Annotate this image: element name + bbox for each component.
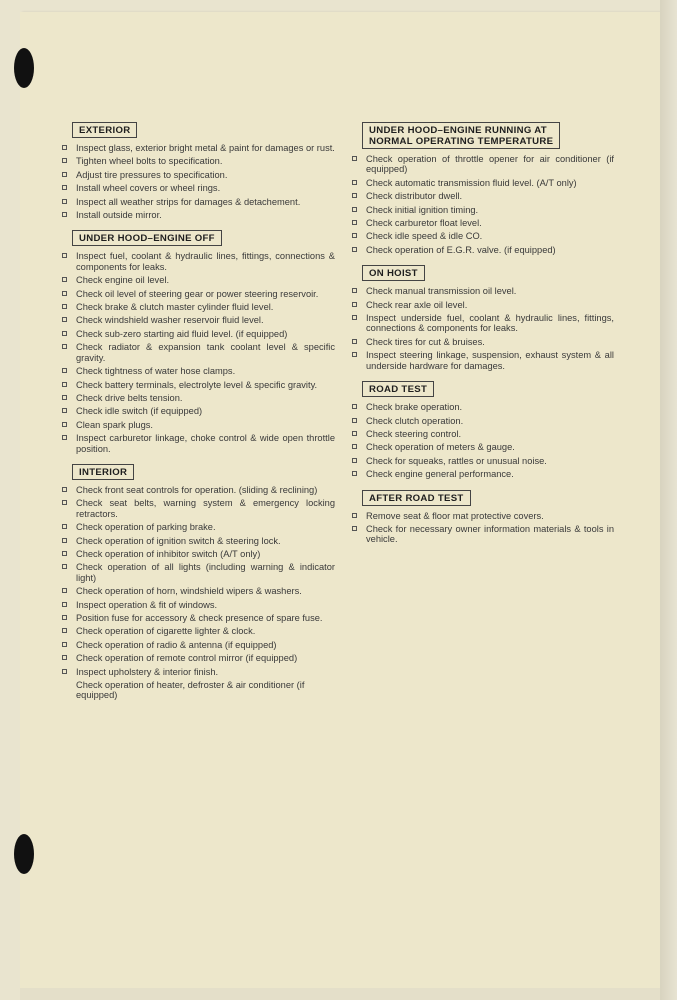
section-heading: INTERIOR (72, 464, 134, 480)
checkbox-icon[interactable] (352, 513, 357, 518)
left-column (62, 122, 335, 711)
checklist-item: Inspect underside fuel, coolant & hydraulic lines, fittings, connections & components for leaks. (352, 313, 614, 334)
checklist-item: Check operation of throttle opener for air conditioner (if equipped) (352, 154, 614, 175)
checkbox-icon[interactable] (62, 487, 67, 492)
checklist-item: Inspect operation & fit of windows. (62, 600, 335, 610)
checkbox-icon[interactable] (62, 395, 67, 400)
section-after-road-test (352, 490, 614, 545)
checkbox-icon[interactable] (352, 471, 357, 476)
checklist-item: Clean spark plugs. (62, 420, 335, 430)
checklist-item: Check idle speed & idle CO. (352, 231, 614, 241)
checklist-item: Check distributor dwell. (352, 191, 614, 201)
checklist-item: Check operation of all lights (including warning & indicator light) (62, 562, 335, 583)
checklist-item: Check for squeaks, rattles or unusual noise. (352, 456, 614, 466)
section-heading (362, 122, 560, 149)
checkbox-icon[interactable] (62, 277, 67, 282)
checklist-item: Check initial ignition timing. (352, 205, 614, 215)
checkbox-icon[interactable] (352, 444, 357, 449)
checklist-item: Check idle switch (if equipped) (62, 406, 335, 416)
checklist-item: Inspect glass, exterior bright metal & paint for damages or rust. (62, 143, 335, 153)
checkbox-icon[interactable] (352, 458, 357, 463)
heading-line: UNDER HOOD–ENGINE RUNNING AT (369, 125, 547, 136)
checklist-item: Position fuse for accessory & check presence of spare fuse. (62, 613, 335, 623)
checklist-item: Install outside mirror. (62, 210, 335, 220)
checklist-item: Check manual transmission oil level. (352, 286, 614, 296)
checklist-item: Check tires for cut & bruises. (352, 337, 614, 347)
checklist-item: Check operation of inhibitor switch (A/T only) (62, 549, 335, 559)
checkbox-icon[interactable] (62, 291, 67, 296)
checklist-item: Check engine general performance. (352, 469, 614, 479)
checkbox-icon[interactable] (352, 431, 357, 436)
checkbox-icon[interactable] (62, 615, 67, 620)
checklist-item: Check drive belts tension. (62, 393, 335, 403)
checklist-item: Inspect fuel, coolant & hydraulic lines, fittings, connections & components for leaks. (62, 251, 335, 272)
section-on-hoist (352, 265, 614, 371)
checkbox-icon[interactable] (352, 180, 357, 185)
checkbox-icon[interactable] (62, 588, 67, 593)
checkbox-icon[interactable] (352, 302, 357, 307)
checklist-item: Check rear axle oil level. (352, 300, 614, 310)
section-heading: AFTER ROAD TEST (362, 490, 471, 506)
checkbox-icon[interactable] (352, 526, 357, 531)
checkbox-icon[interactable] (62, 422, 67, 427)
checkbox-icon[interactable] (62, 382, 67, 387)
checkbox-icon[interactable] (352, 220, 357, 225)
checklist-item: Check clutch operation. (352, 416, 614, 426)
section-heading: ON HOIST (362, 265, 425, 281)
checklist-item: Check automatic transmission fluid level. (A/T only) (352, 178, 614, 188)
checkbox-icon[interactable] (62, 331, 67, 336)
section-exterior (62, 122, 335, 220)
checklist-item: Check front seat controls for operation. (sliding & reclining) (62, 485, 335, 495)
checklist-item: Check operation of parking brake. (62, 522, 335, 532)
checkbox-icon[interactable] (352, 193, 357, 198)
checkbox-icon[interactable] (62, 317, 67, 322)
checkbox-icon[interactable] (352, 418, 357, 423)
checklist-item: Inspect steering linkage, suspension, exhaust system & all underside hardware for damages. (352, 350, 614, 371)
section-heading: EXTERIOR (72, 122, 137, 138)
checklist-item: Check operation of ignition switch & steering lock. (62, 536, 335, 546)
checkbox-icon[interactable] (62, 172, 67, 177)
checkbox-icon[interactable] (62, 602, 67, 607)
page-edge (660, 0, 677, 1000)
checklist-item: Check sub-zero starting aid fluid level. (if equipped) (62, 329, 335, 339)
checklist-item: Check brake operation. (352, 402, 614, 412)
checklist-item: Check operation of horn, windshield wipers & washers. (62, 586, 335, 596)
checkbox-icon[interactable] (62, 304, 67, 309)
checkbox-icon[interactable] (352, 156, 357, 161)
binder-hole-bottom (14, 834, 34, 874)
checkbox-icon[interactable] (62, 199, 67, 204)
checkbox-icon[interactable] (62, 408, 67, 413)
page-bottom-edge (20, 988, 660, 1000)
checkbox-icon[interactable] (62, 435, 67, 440)
checkbox-icon[interactable] (352, 233, 357, 238)
checkbox-icon[interactable] (352, 207, 357, 212)
checklist-item-unboxed: Check operation of heater, defroster & air conditioner (if equipped) (76, 680, 305, 701)
section-road-test (352, 381, 614, 479)
checkbox-icon[interactable] (352, 315, 357, 320)
checkbox-icon[interactable] (62, 145, 67, 150)
checkbox-icon[interactable] (62, 538, 67, 543)
checkbox-icon[interactable] (352, 404, 357, 409)
checklist-item: Check seat belts, warning system & emergency locking retractors. (62, 498, 335, 519)
checkbox-icon[interactable] (62, 628, 67, 633)
checklist-item: Check battery terminals, electrolyte level & specific gravity. (62, 380, 335, 390)
checklist-item: Check windshield washer reservoir fluid level. (62, 315, 335, 325)
checklist-item: Check operation of radio & antenna (if equipped) (62, 640, 335, 650)
checklist-item: Check for necessary owner information materials & tools in vehicle. (352, 524, 614, 545)
checklist-item: Check operation of cigarette lighter & clock. (62, 626, 335, 636)
checklist-item: Check operation of remote control mirror (if equipped) (62, 653, 335, 663)
checklist-item: Install wheel covers or wheel rings. (62, 183, 335, 193)
section-under-hood-engine-off (62, 230, 335, 454)
checklist-item: Check operation of meters & gauge. (352, 442, 614, 452)
section-heading: UNDER HOOD–ENGINE OFF (72, 230, 222, 246)
checkbox-icon[interactable] (62, 524, 67, 529)
checklist-item: Inspect upholstery & interior finish. (62, 667, 335, 677)
checkbox-icon[interactable] (62, 253, 67, 258)
section-interior (62, 464, 335, 701)
checklist-item: Check tightness of water hose clamps. (62, 366, 335, 376)
checklist-item: Check radiator & expansion tank coolant level & specific gravity. (62, 342, 335, 363)
checklist-item: Inspect all weather strips for damages & detachement. (62, 197, 335, 207)
checkbox-icon[interactable] (62, 185, 67, 190)
section-heading: ROAD TEST (362, 381, 434, 397)
checkbox-icon[interactable] (62, 368, 67, 373)
checklist-item: Check steering control. (352, 429, 614, 439)
checklist-item: Check engine oil level. (62, 275, 335, 285)
checkbox-icon[interactable] (352, 352, 357, 357)
checkbox-icon[interactable] (352, 247, 357, 252)
checklist-item: Remove seat & floor mat protective covers. (352, 511, 614, 521)
checkbox-icon[interactable] (62, 642, 67, 647)
checklist-item: Check carburetor float level. (352, 218, 614, 228)
checkbox-icon[interactable] (62, 500, 67, 505)
section-under-hood-engine-running (352, 122, 614, 255)
checkbox-icon[interactable] (62, 551, 67, 556)
checkbox-icon[interactable] (62, 158, 67, 163)
checkbox-icon[interactable] (62, 655, 67, 660)
binder-hole-top (14, 48, 34, 88)
checklist-item: Inspect carburetor linkage, choke control & wide open throttle position. (62, 433, 335, 454)
right-column (352, 122, 614, 555)
checkbox-icon[interactable] (352, 339, 357, 344)
checklist-item: Check brake & clutch master cylinder fluid level. (62, 302, 335, 312)
checkbox-icon[interactable] (62, 344, 67, 349)
checkbox-icon[interactable] (62, 564, 67, 569)
heading-line: NORMAL OPERATING TEMPERATURE (369, 136, 554, 147)
checklist-item: Tighten wheel bolts to specification. (62, 156, 335, 166)
checklist-item: Check operation of E.G.R. valve. (if equipped) (352, 245, 614, 255)
checkbox-icon[interactable] (352, 288, 357, 293)
checklist-item: Check oil level of steering gear or power steering reservoir. (62, 289, 335, 299)
checkbox-icon[interactable] (62, 212, 67, 217)
checkbox-icon[interactable] (62, 669, 67, 674)
checklist-item: Adjust tire pressures to specification. (62, 170, 335, 180)
